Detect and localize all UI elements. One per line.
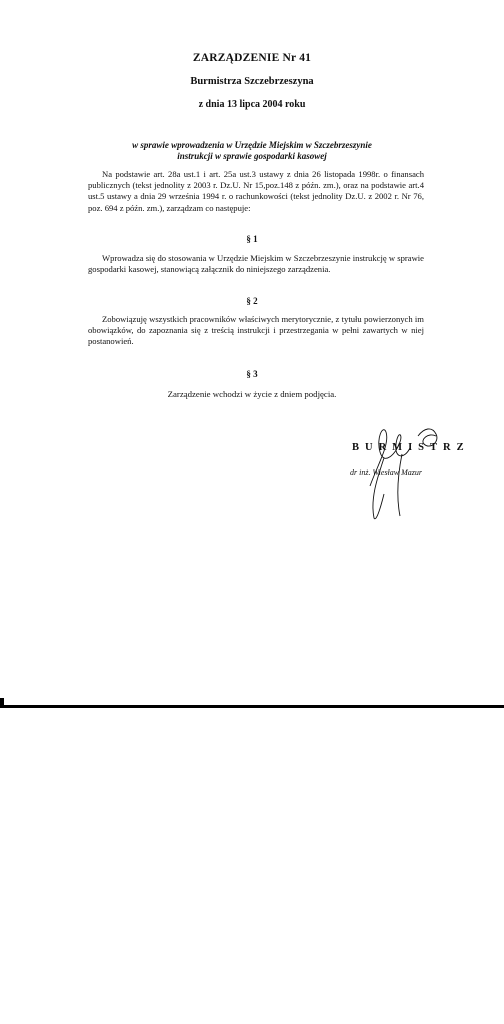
document-date: z dnia 13 lipca 2004 roku <box>198 99 306 110</box>
section-1-heading: § 1 <box>246 234 258 244</box>
subject-line-2: instrukcji w sprawie gospodarki kasowej <box>177 151 327 161</box>
legal-basis-paragraph: Na podstawie art. 28a ust.1 i art. 25a ust.3 ustawy z dnia 26 listopada 1998r. o finansach publicznych (tekst jednolity z 2003 r. Dz.U. Nr 15,poz.148 z późn. zm.), oraz na podstawie art.4 ust.5 ustawy a dnia 29 września 1994 r. o rachunkowości (tekst jednolity Dz.U. z 2002 r. Nr 76, poz. 694 z późn. zm.), zarządzam co następuje: <box>88 169 424 213</box>
section-3-text: Zarządzenie wchodzi w życie z dniem podjęcia. <box>167 389 337 399</box>
stamp-title: BURMISTRZ <box>352 442 470 453</box>
section-2-text: Zobowiązuję wszystkich pracowników właściwych merytorycznie, z tytułu powierzonych im obowiązków, do zapoznania się z treścią instrukcji i przestrzegania w pełni zawartych w niej postanowień. <box>88 314 424 347</box>
page-bottom-rule <box>0 698 504 710</box>
signature-stroke-3 <box>398 454 402 516</box>
stamp-name: dr inż. Wiesław Mazur <box>350 468 423 477</box>
section-1-text: Wprowadza się do stosowania w Urzędzie Miejskim w Szczebrzeszynie instrukcję w sprawie gospodarki kasowej, stanowiącą załącznik do niniejszego zarządzenia. <box>88 253 424 275</box>
document-title: ZARZĄDZENIE Nr 41 <box>192 52 312 64</box>
document-issuer: Burmistrza Szczebrzeszyna <box>190 76 314 87</box>
document-subject <box>0 140 504 162</box>
subject-line-1: w sprawie wprowadzenia w Urzędzie Miejskim w Szczebrzeszynie <box>132 140 372 150</box>
section-2-heading: § 2 <box>246 296 258 306</box>
section-3-heading: § 3 <box>246 369 258 379</box>
signature-stamp <box>340 414 470 524</box>
signature-stroke-1 <box>370 430 410 486</box>
